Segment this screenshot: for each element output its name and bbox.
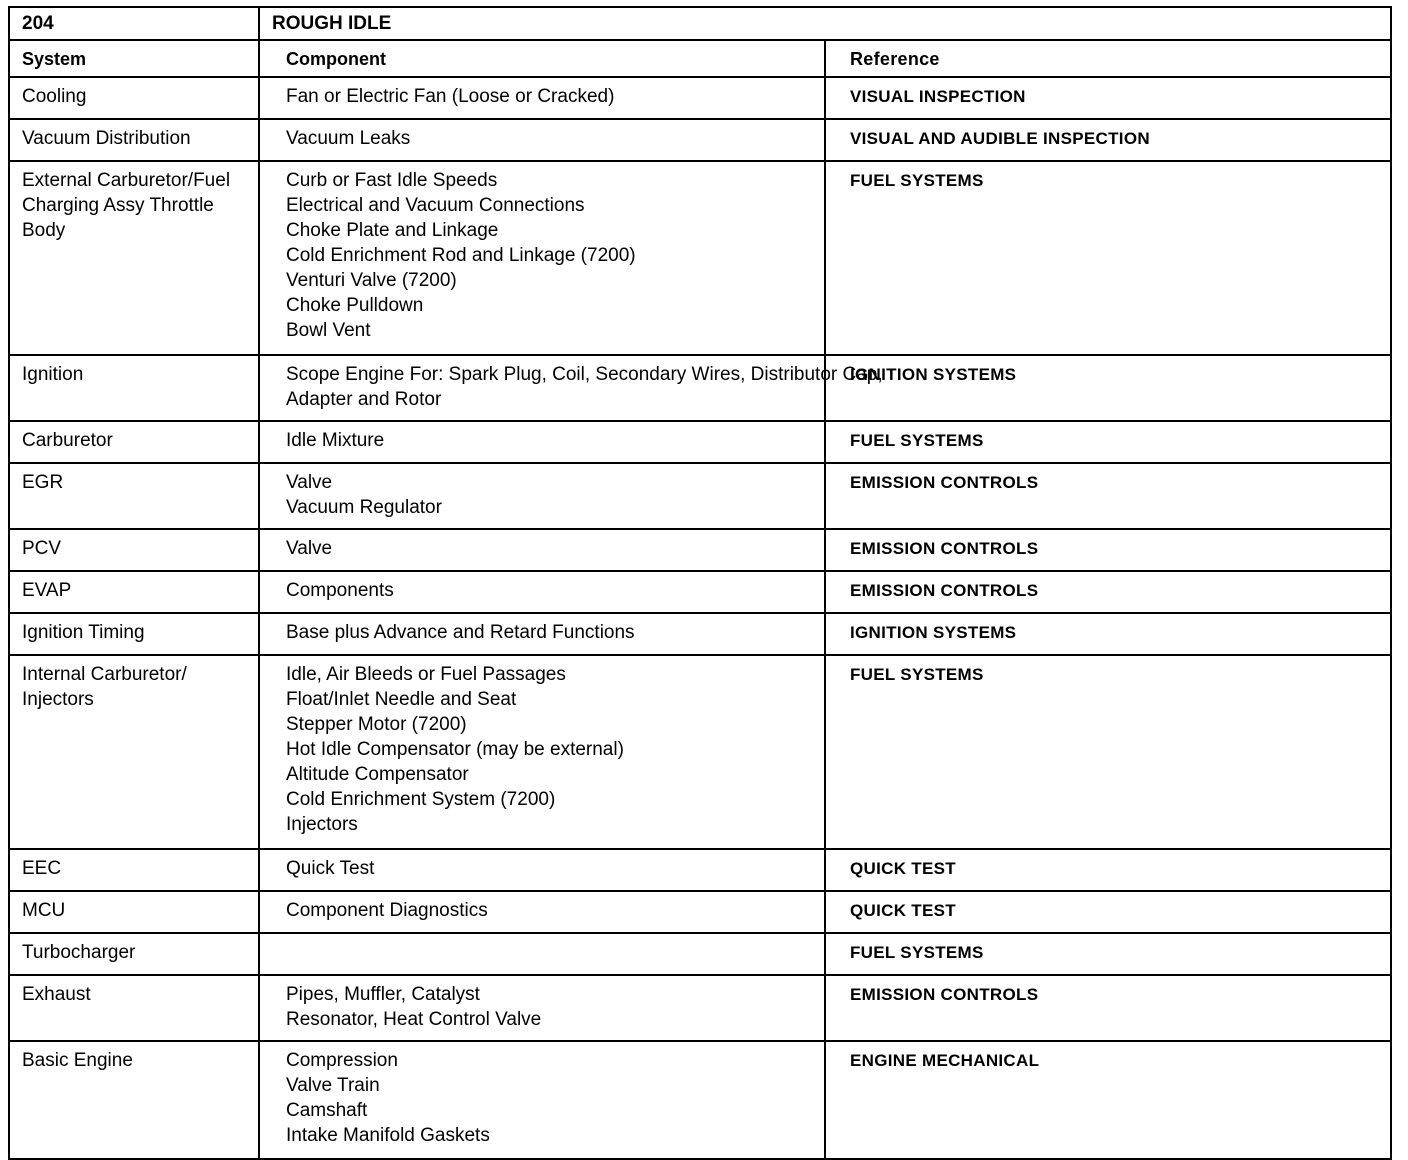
system-cell xyxy=(9,1041,259,1159)
reference-cell: QUICK TEST xyxy=(825,849,1391,891)
table-row xyxy=(9,933,1391,975)
component-line: Components xyxy=(286,580,394,601)
system-cell xyxy=(9,463,259,529)
system-cell xyxy=(9,77,259,119)
component-line: Stepper Motor (7200) xyxy=(286,714,467,735)
component-line: Choke Pulldown xyxy=(286,295,424,316)
system-line: PCV xyxy=(22,538,62,559)
diagnostic-document xyxy=(8,6,1392,1160)
reference-cell: FUEL SYSTEMS xyxy=(825,933,1391,975)
component-cell xyxy=(259,849,825,891)
table-row xyxy=(9,77,1391,119)
component-line: Adapter and Rotor xyxy=(286,389,442,410)
reference-cell: QUICK TEST xyxy=(825,891,1391,933)
system-cell xyxy=(9,891,259,933)
table-row xyxy=(9,655,1391,849)
component-cell xyxy=(259,1041,825,1159)
header-row xyxy=(9,40,1391,77)
system-line: Turbocharger xyxy=(22,942,136,963)
component-cell xyxy=(259,571,825,613)
reference-cell: EMISSION CONTROLS xyxy=(825,975,1391,1041)
table-row xyxy=(9,975,1391,1041)
component-cell xyxy=(259,529,825,571)
component-line: Resonator, Heat Control Valve xyxy=(286,1009,542,1030)
component-line: Idle, Air Bleeds or Fuel Passages xyxy=(286,664,566,685)
table-row xyxy=(9,613,1391,655)
reference-cell: FUEL SYSTEMS xyxy=(825,161,1391,355)
table-row xyxy=(9,529,1391,571)
table-row xyxy=(9,355,1391,421)
diagnostic-table xyxy=(8,6,1392,1160)
component-line: Choke Plate and Linkage xyxy=(286,220,499,241)
title-row xyxy=(9,7,1391,40)
system-line: Exhaust xyxy=(22,984,91,1005)
system-line: Charging Assy Throttle xyxy=(22,195,214,216)
component-line: Valve Train xyxy=(286,1075,380,1096)
component-cell xyxy=(259,421,825,463)
component-line: Scope Engine For: Spark Plug, Coil, Secondary Wires, Distributor Cap, xyxy=(286,364,883,385)
system-cell xyxy=(9,613,259,655)
component-line: Cold Enrichment Rod and Linkage (7200) xyxy=(286,245,636,266)
component-cell xyxy=(259,975,825,1041)
table-row xyxy=(9,571,1391,613)
component-line: Quick Test xyxy=(286,858,375,879)
system-line: EGR xyxy=(22,472,64,493)
component-cell xyxy=(259,161,825,355)
reference-cell: IGNITION SYSTEMS xyxy=(825,355,1391,421)
reference-cell: VISUAL INSPECTION xyxy=(825,77,1391,119)
component-line: Pipes, Muffler, Catalyst xyxy=(286,984,480,1005)
system-cell xyxy=(9,421,259,463)
system-cell xyxy=(9,849,259,891)
header-component: Component xyxy=(259,40,825,77)
title-cell: ROUGH IDLE xyxy=(259,7,1391,40)
component-line: Valve xyxy=(286,472,333,493)
system-cell xyxy=(9,571,259,613)
system-cell xyxy=(9,355,259,421)
system-line: External Carburetor/Fuel xyxy=(22,170,231,191)
system-cell xyxy=(9,975,259,1041)
component-line: Valve xyxy=(286,538,333,559)
component-cell xyxy=(259,77,825,119)
component-cell xyxy=(259,119,825,161)
reference-cell: VISUAL AND AUDIBLE INSPECTION xyxy=(825,119,1391,161)
component-cell xyxy=(259,891,825,933)
system-line: Internal Carburetor/ xyxy=(22,664,187,685)
component-line: Cold Enrichment System (7200) xyxy=(286,789,556,810)
code-cell: 204 xyxy=(9,7,259,40)
reference-cell: FUEL SYSTEMS xyxy=(825,421,1391,463)
system-cell xyxy=(9,933,259,975)
reference-cell: IGNITION SYSTEMS xyxy=(825,613,1391,655)
component-line: Idle Mixture xyxy=(286,430,385,451)
component-line: Bowl Vent xyxy=(286,320,371,341)
system-line: Basic Engine xyxy=(22,1050,133,1071)
component-line: Camshaft xyxy=(286,1100,368,1121)
reference-cell: FUEL SYSTEMS xyxy=(825,655,1391,849)
component-cell xyxy=(259,463,825,529)
component-line: Vacuum Regulator xyxy=(286,497,442,518)
system-line: MCU xyxy=(22,900,66,921)
system-line: EVAP xyxy=(22,580,72,601)
component-cell xyxy=(259,933,825,975)
system-line: Ignition xyxy=(22,364,84,385)
table-row xyxy=(9,119,1391,161)
component-line: Hot Idle Compensator (may be external) xyxy=(286,739,624,760)
table-row xyxy=(9,161,1391,355)
system-cell xyxy=(9,119,259,161)
reference-cell: EMISSION CONTROLS xyxy=(825,463,1391,529)
component-line: Electrical and Vacuum Connections xyxy=(286,195,585,216)
header-reference: Reference xyxy=(825,40,1391,77)
header-system: System xyxy=(9,40,259,77)
system-cell xyxy=(9,161,259,355)
table-row xyxy=(9,421,1391,463)
system-line: Carburetor xyxy=(22,430,113,451)
component-cell xyxy=(259,355,883,421)
table-row xyxy=(9,1041,1391,1159)
component-line: Curb or Fast Idle Speeds xyxy=(286,170,498,191)
component-line: Compression xyxy=(286,1050,398,1071)
component-cell xyxy=(259,655,825,849)
component-line: Venturi Valve (7200) xyxy=(286,270,457,291)
reference-cell: EMISSION CONTROLS xyxy=(825,529,1391,571)
reference-cell: EMISSION CONTROLS xyxy=(825,571,1391,613)
table-row xyxy=(9,463,1391,529)
system-line: EEC xyxy=(22,858,62,879)
component-line: Intake Manifold Gaskets xyxy=(286,1125,490,1146)
system-cell xyxy=(9,655,259,849)
component-line: Fan or Electric Fan (Loose or Cracked) xyxy=(286,86,615,107)
component-line: Vacuum Leaks xyxy=(286,128,411,149)
system-line: Ignition Timing xyxy=(22,622,145,643)
component-line: Base plus Advance and Retard Functions xyxy=(286,622,635,643)
table-row xyxy=(9,891,1391,933)
table-row xyxy=(9,849,1391,891)
system-line: Injectors xyxy=(22,689,94,710)
component-line: Component Diagnostics xyxy=(286,900,488,921)
component-line: Altitude Compensator xyxy=(286,764,469,785)
system-line: Vacuum Distribution xyxy=(22,128,191,149)
component-line: Injectors xyxy=(286,814,358,835)
component-line: Float/Inlet Needle and Seat xyxy=(286,689,517,710)
component-cell xyxy=(259,613,825,655)
system-line: Body xyxy=(22,220,66,241)
reference-cell: ENGINE MECHANICAL xyxy=(825,1041,1391,1159)
system-cell xyxy=(9,529,259,571)
system-line: Cooling xyxy=(22,86,87,107)
